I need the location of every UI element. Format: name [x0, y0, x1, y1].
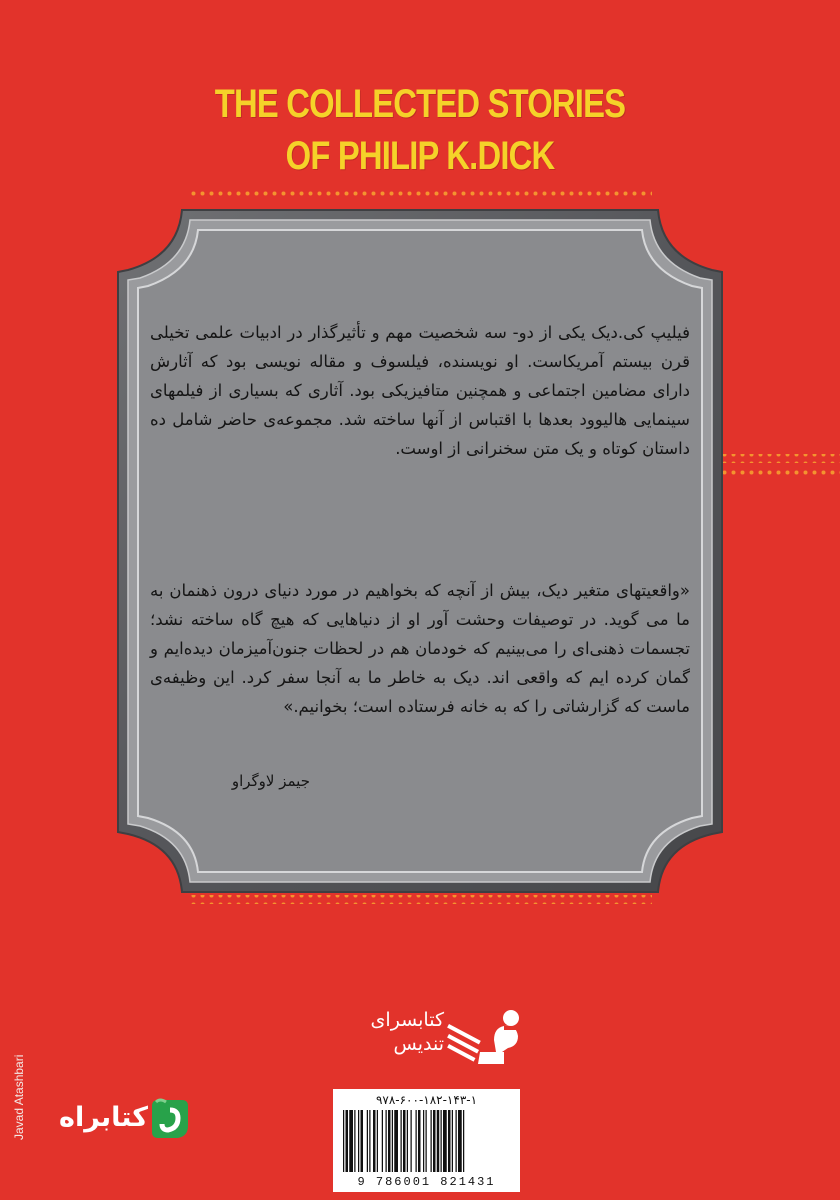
barcode-bar: [388, 1110, 391, 1172]
barcode-bar: [443, 1110, 447, 1172]
barcode-bar: [407, 1110, 408, 1172]
isbn-barcode: [333, 1089, 520, 1192]
barcode-bar: [369, 1110, 370, 1172]
barcode-bar: [377, 1110, 378, 1172]
publisher-name-line2: تندیس: [393, 1033, 444, 1055]
barcode-bar: [426, 1110, 427, 1172]
barcode-bar: [386, 1110, 387, 1172]
quote-author: جیمز لاوگراو: [231, 772, 310, 790]
synopsis-paragraph: فیلیپ کی.دیک یکی از دو- سه شخصیت مهم و تأثیرگذار در ادبیات علمی تخیلی قرن بیستم آمریکاست. او نویسنده، فیلسوف و مقاله نویسی بود که آثارش دارای مضامین اجتماعی و همچنین متافیزیکی بود. آثاری که بسیاری از فیلمهای سینمایی هالیوود بعدها با اقتباس از آنها ساخته شد. مجموعه‌ی حاضر شامل ده داستان کوتاه و یک متن سخنرانی از اوست.: [150, 323, 690, 458]
quote-paragraph: «واقعیتهای متغیر دیک، بیش از آنچه که بخواهیم در مورد دنیای درون ذهنمان به ما می گوید. در توصیفات وحشت آور او از دنیاهایی که هیچ گاه ساخته نشد؛ تجسمات ذهنی‌ای را می‌بینیم که خودمان هم در لحظات جنون‌آمیزمان دیده‌ایم و گمان کرده ایم که واقعی اند. دیک به خاطر ما به آنجا سفر کرد. این وظیفه‌ی ماست که گزارشاتی را که به خانه فرستاده است؛ بخوانیم.»: [150, 581, 690, 716]
barcode-bar: [343, 1110, 344, 1172]
barcode-bars: [343, 1110, 510, 1174]
publisher-logo-icon: [444, 1006, 526, 1068]
publisher-name: [332, 1008, 444, 1056]
barcode-bar: [367, 1110, 368, 1172]
barcode-bar: [458, 1110, 462, 1172]
ketabrah-logo-icon: [148, 1096, 192, 1142]
barcode-bar: [437, 1110, 440, 1172]
barcode-bar: [452, 1110, 453, 1172]
barcode-bar: [423, 1110, 424, 1172]
barcode-bar: [416, 1110, 417, 1172]
barcode-bar: [382, 1110, 383, 1172]
barcode-bar: [431, 1110, 432, 1172]
designer-credit: Javad Atashbari: [12, 1054, 26, 1140]
barcode-bar: [401, 1110, 402, 1172]
isbn-persian: ۹۷۸-۶۰۰-۱۸۲-۱۴۳-۱: [375, 1093, 478, 1107]
barcode-bar: [346, 1110, 349, 1172]
barcode-bar: [349, 1110, 353, 1172]
barcode-bar: [394, 1110, 398, 1172]
isbn-number: 9 786001 821431: [357, 1175, 496, 1189]
barcode-bar: [456, 1110, 457, 1172]
barcode-bar: [448, 1110, 451, 1172]
barcode-bar: [403, 1110, 406, 1172]
book-title-line2: OF PHILIP K.DICK: [285, 134, 555, 178]
ketabrah-logo-text: کتابراه: [59, 1102, 148, 1133]
barcode-bar: [358, 1110, 359, 1172]
barcode-bar: [361, 1110, 364, 1172]
barcode-bar: [463, 1110, 464, 1172]
book-title-line1: THE COLLECTED STORIES: [214, 82, 626, 126]
barcode-bar: [411, 1110, 412, 1172]
barcode-bar: [373, 1110, 376, 1172]
publisher-name-line1: کتابسرای: [370, 1009, 444, 1031]
barcode-bar: [433, 1110, 436, 1172]
barcode-bar: [441, 1110, 442, 1172]
barcode-bar: [354, 1110, 355, 1172]
barcode-bar: [392, 1110, 393, 1172]
barcode-bar: [418, 1110, 421, 1172]
